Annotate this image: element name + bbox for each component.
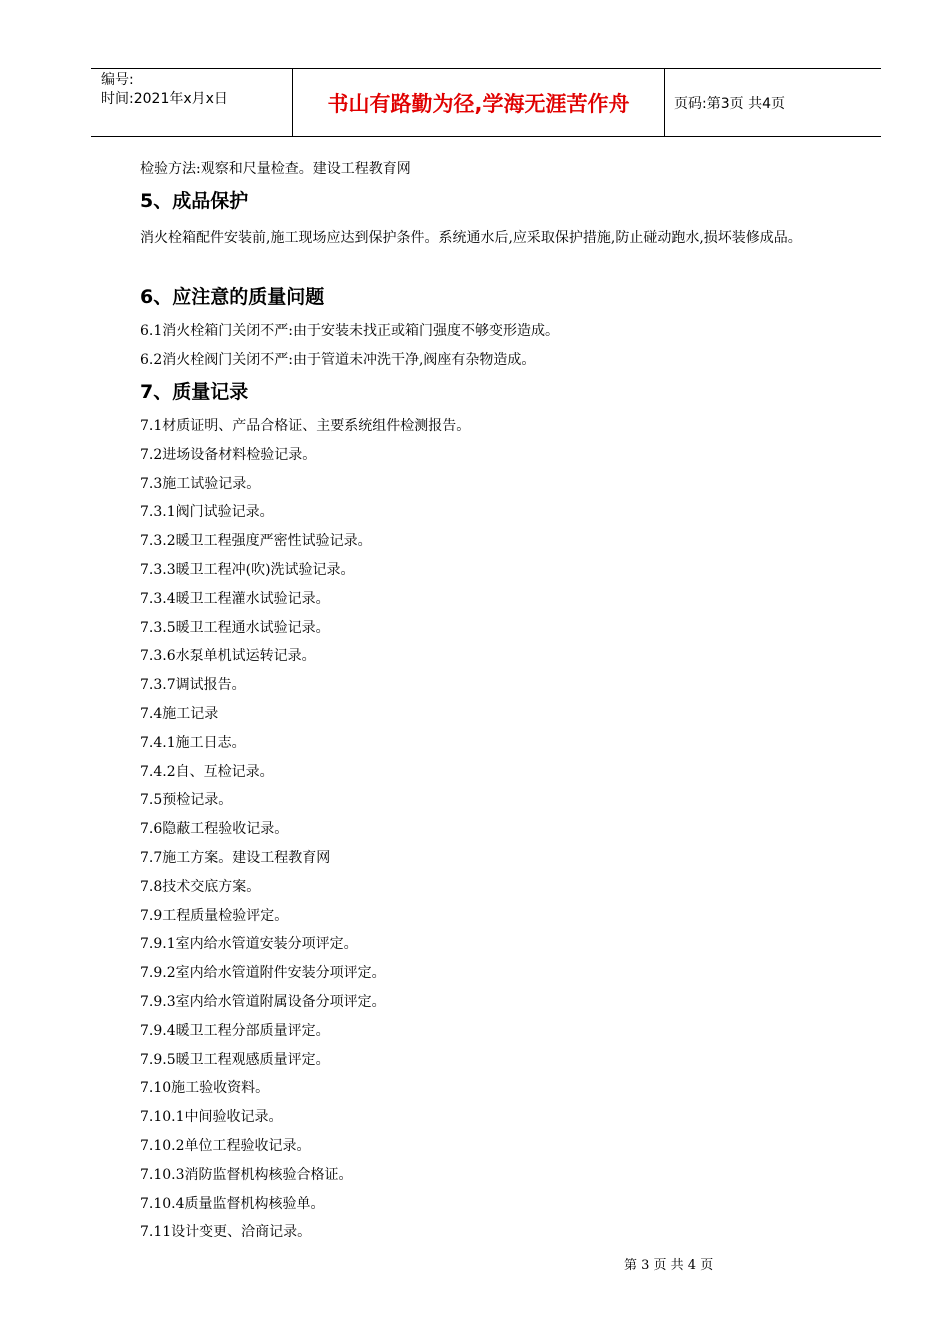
list-item: 7.9.5暖卫工程观感质量评定。 — [140, 1051, 330, 1068]
list-item: 7.3.3暖卫工程冲(吹)洗试验记录。 — [140, 562, 355, 578]
list-item: 6.2消火栓阀门关闭不严:由于管道未冲洗干净,阀座有杂物造成。 — [140, 352, 536, 368]
list-item: 7.10.4质量监督机构核验单。 — [140, 1195, 325, 1212]
list-item: 7.10施工验收资料。 — [140, 1080, 270, 1097]
list-item: 7.4.2自、互检记录。 — [140, 763, 274, 780]
list-item: 7.5预检记录。 — [140, 792, 233, 809]
list-item: 7.3.6水泵单机试运转记录。 — [140, 648, 316, 665]
list-item: 7.2进场设备材料检验记录。 — [140, 446, 317, 463]
list-item: 7.9.2室内给水管道附件安装分项评定。 — [140, 965, 386, 982]
list-item: 7.10.3消防监督机构核验合格证。 — [140, 1166, 353, 1183]
list-item: 7.9.3室内给水管道附属设备分项评定。 — [140, 994, 386, 1010]
list-item: 7.9.4暖卫工程分部质量评定。 — [140, 1022, 330, 1039]
list-item: 7.10.2单位工程验收记录。 — [140, 1138, 311, 1154]
header-meta — [101, 71, 228, 109]
header-divider — [664, 69, 665, 136]
header-motto: 书山有路勤为径,学海无涯苦作舟 — [327, 92, 630, 116]
list-item: 7.10.1中间验收记录。 — [140, 1109, 283, 1126]
list-item: 7.3.7调试报告。 — [140, 677, 246, 694]
list-item: 7.1材质证明、产品合格证、主要系统组件检测报告。 — [140, 418, 471, 434]
time-label: 时间:2021年x月x日 — [101, 91, 228, 107]
list-item: 7.3.4暖卫工程灌水试验记录。 — [140, 590, 330, 607]
section-6-title: 6、应注意的质量问题 — [140, 286, 325, 308]
list-item: 7.4施工记录 — [140, 706, 219, 722]
number-label: 编号: — [101, 72, 134, 88]
section-5-paragraph: 消火栓箱配件安装前,施工现场应达到保护条件。系统通水后,应采取保护措施,防止碰动跑水,损坏装修成品。 — [140, 230, 802, 246]
header-page-label: 页码:第3页 共4页 — [674, 96, 785, 112]
list-item: 7.9.1室内给水管道安装分项评定。 — [140, 936, 358, 953]
list-item: 7.11设计变更、洽商记录。 — [140, 1224, 312, 1241]
section-5-title: 5、成品保护 — [140, 190, 249, 212]
list-item: 7.3施工试验记录。 — [140, 475, 261, 492]
inspection-method: 检验方法:观察和尺量检查。建设工程教育网 — [140, 161, 411, 177]
list-item: 7.3.2暖卫工程强度严密性试验记录。 — [140, 533, 372, 550]
list-item: 7.9工程质量检验评定。 — [140, 907, 289, 924]
list-item: 7.8技术交底方案。 — [140, 878, 261, 895]
section-7-title: 7、质量记录 — [140, 381, 249, 403]
list-item: 7.3.5暖卫工程通水试验记录。 — [140, 619, 330, 636]
list-item: 7.7施工方案。建设工程教育网 — [140, 850, 331, 866]
page-header — [91, 68, 881, 137]
page-footer: 第 3 页 共 4 页 — [624, 1258, 714, 1273]
list-item: 7.4.1施工日志。 — [140, 734, 246, 751]
list-item: 7.6隐蔽工程验收记录。 — [140, 821, 289, 838]
list-item: 6.1消火栓箱门关闭不严:由于安装未找正或箱门强度不够变形造成。 — [140, 323, 559, 339]
list-item: 7.3.1阀门试验记录。 — [140, 504, 274, 521]
